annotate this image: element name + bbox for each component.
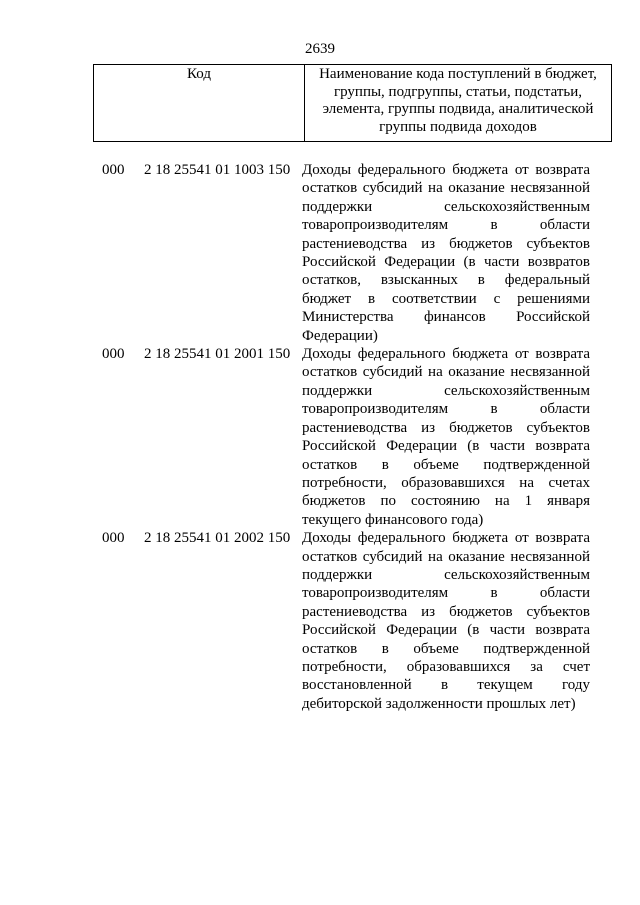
revenue-code: 2 18 25541 01 1003 150 — [144, 162, 291, 178]
table-row — [102, 345, 590, 529]
revenue-description: Доходы федерального бюджета от возврата остатков субсидий на оказание несвязанной поддержки сельскохозяйственным товаропроизводителям в области растениеводства из бюджетов субъектов Российской Федерации (в части возвратов остатков, взысканных в федеральный бюджет в соответствии с решениями Министерства финансов Российской Федерации) — [302, 162, 590, 344]
table-row — [102, 161, 590, 345]
revenue-description: Доходы федерального бюджета от возврата остатков субсидий на оказание несвязанной поддержки сельскохозяйственным товаропроизводителям в области растениеводства из бюджетов субъектов Российской Федерации (в части возврата остатков в объеме подтвержденной потребности, образовавшихся на счетах бюджетов по состоянию на 1 января текущего финансового года) — [302, 346, 590, 528]
header-name-column: Наименование кода поступлений в бюджет, группы, подгруппы, статьи, подстатьи, элемента, группы подвида, аналитической группы подвида доходов — [305, 65, 612, 142]
header-code-column: Код — [94, 65, 305, 142]
page-number: 2639 — [305, 41, 335, 57]
revenue-code-list — [102, 161, 590, 713]
revenue-code: 2 18 25541 01 2001 150 — [144, 346, 291, 363]
admin-code: 000 — [102, 530, 125, 547]
admin-code: 000 — [102, 346, 125, 363]
table-header — [93, 64, 612, 142]
revenue-code: 2 18 25541 01 2002 150 — [144, 530, 291, 547]
admin-code: 000 — [102, 162, 125, 178]
table-row — [102, 529, 590, 713]
revenue-description: Доходы федерального бюджета от возврата остатков субсидий на оказание несвязанной поддержки сельскохозяйственным товаропроизводителям в области растениеводства из бюджетов субъектов Российской Федерации (в части возврата остатков в объеме подтвержденной потребности, образовавшихся за счет восстановленной в текущем году дебиторской задолженности прошлых лет) — [302, 530, 590, 712]
